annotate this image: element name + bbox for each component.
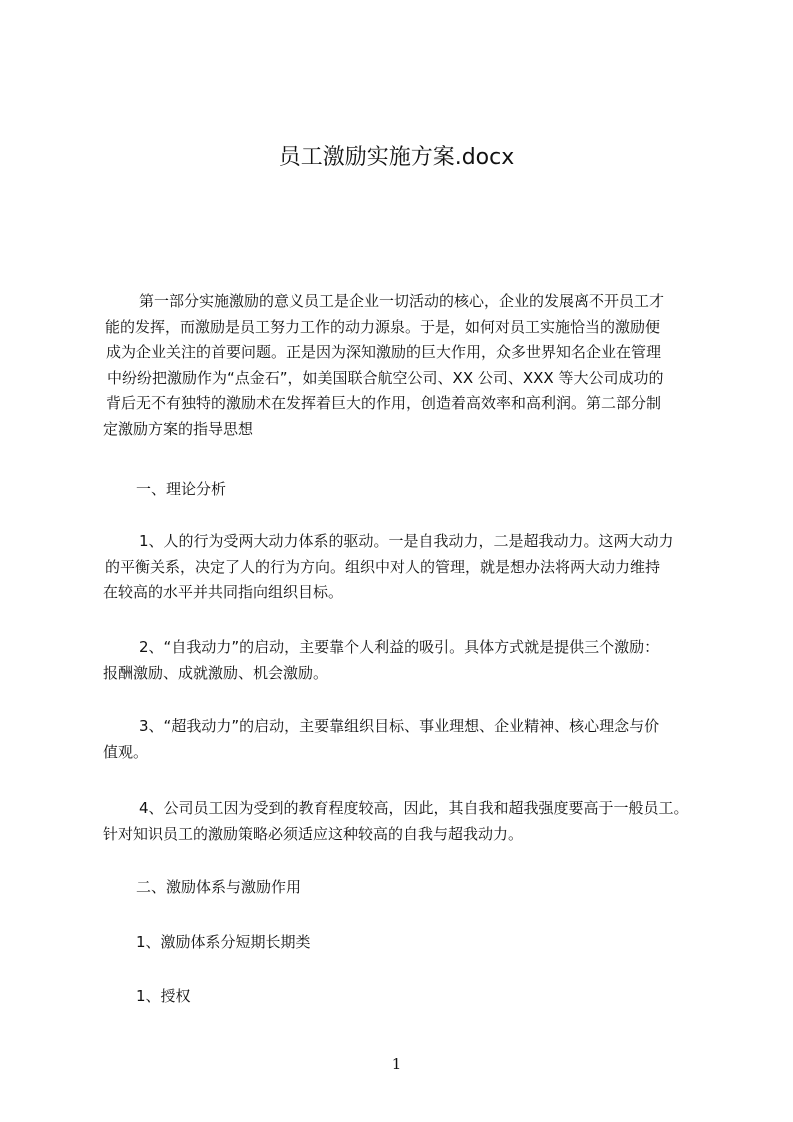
document-title: 员工激励实施方案.docx (278, 145, 515, 170)
paragraph-line: 3、“超我动力”的启动，主要靠组织目标、事业理想、企业精神、核心理念与价 (139, 717, 660, 735)
section-heading-theory: 一、理论分析 (136, 480, 227, 498)
paragraph-self-drive (103, 635, 703, 686)
paragraph-line: 的平衡关系，决定了人的行为方向。组织中对人的管理，就是想办法将两大动力维持 (105, 557, 661, 576)
subheading-incentive-types: 1、激励体系分短期长期类 (136, 933, 311, 951)
paragraph-line: 定激励方案的指导思想 (103, 419, 254, 438)
paragraph-superego-drive (103, 714, 703, 765)
paragraph-driving-forces (103, 529, 703, 606)
subheading-authorization: 1、授权 (136, 987, 191, 1005)
paragraph-line: 第一部分实施激励的意义员工是企业一切活动的核心，企业的发展离不开员工才 (139, 292, 665, 310)
paragraph-line: 值观。 (103, 742, 149, 761)
section-heading-incentive-system: 二、激励体系与激励作用 (136, 878, 302, 896)
paragraph-line: 1、人的行为受两大动力体系的驱动。一是自我动力，二是超我动力。这两大动力 (139, 532, 674, 550)
paragraph-line: 背后无不有独特的激励术在发挥着巨大的作用，创造着高效率和高利润。第二部分制 (106, 394, 662, 412)
paragraph-line: 在较高的水平并共同指向组织目标。 (103, 583, 344, 601)
paragraph-line: 报酬激励、成就激励、机会激励。 (103, 663, 329, 682)
paragraph-line: 成为企业关注的首要问题。正是因为深知激励的巨大作用，众多世界知名企业在管理 (106, 343, 662, 361)
paragraph-knowledge-workers (103, 796, 703, 847)
page-number: 1 (391, 1055, 402, 1073)
paragraph-line: 中纷纷把激励作为“点金石”，如美国联合航空公司、XX 公司、XXX 等大公司成功的 (107, 368, 664, 387)
paragraph-significance (103, 289, 703, 442)
paragraph-line: 4、公司员工因为受到的教育程度较高，因此，其自我和超我强度要高于一般员工。 (139, 799, 689, 817)
paragraph-line: 2、“自我动力”的启动，主要靠个人利益的吸引。具体方式就是提供三个激励： (139, 638, 660, 656)
paragraph-line: 能的发挥，而激励是员工努力工作的动力源泉。于是，如何对员工实施恰当的激励便 (105, 317, 661, 336)
paragraph-line: 针对知识员工的激励策略必须适应这种较高的自我与超我动力。 (103, 824, 524, 843)
